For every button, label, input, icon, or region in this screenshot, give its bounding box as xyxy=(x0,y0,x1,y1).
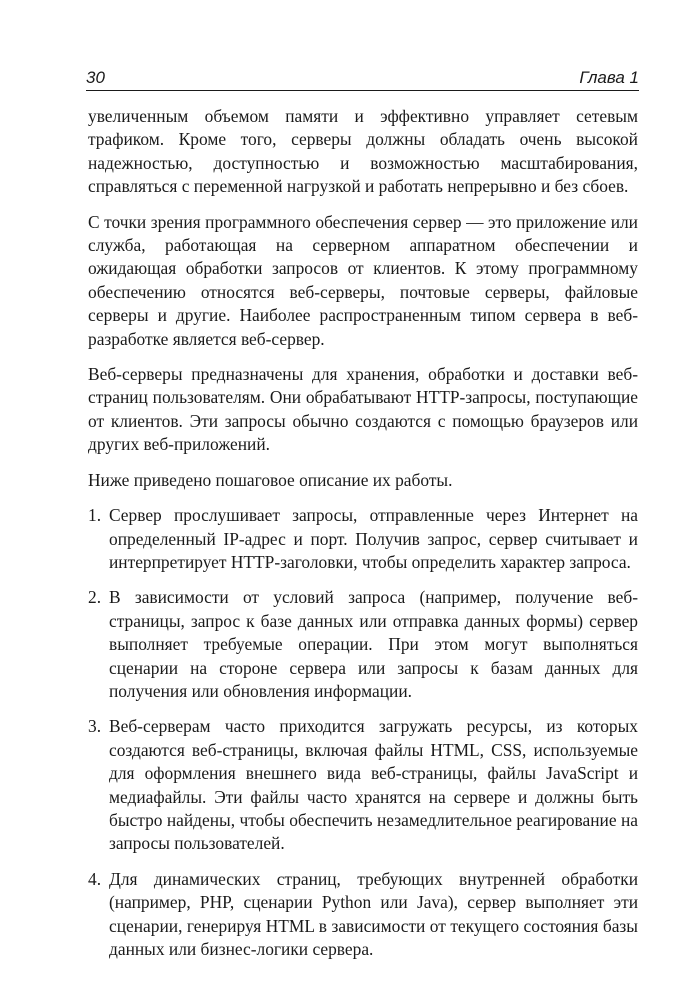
steps-list xyxy=(88,504,638,961)
chapter-running-head: Глава 1 xyxy=(579,68,639,87)
list-item xyxy=(88,868,638,962)
list-item-number: 4. xyxy=(88,868,102,889)
header-rule xyxy=(86,90,639,91)
paragraph: Веб-серверы предназначены для хранения, обработки и доставки веб-страниц пользователям. Они обрабатывают HTTP-запросы, поступающие от клиентов. Эти запросы обычно создаются с помощью браузеров или других веб-приложений. xyxy=(88,364,638,455)
list-item-text: В зависимости от условий запроса (например, получение веб-страницы, запрос к базе данных или отправка данных формы) сервер выполняет требуемые операции. При этом могут выполняться сценарии на стороне сервера или запросы к базам данных для получения или обновления информации. xyxy=(109,587,638,701)
list-item-text: Для динамических страниц, требующих внутренней обработки (например, PHP, сценарии Python или Java), сервер выполняет эти сценарии, генерируя HTML в зависимости от текущего состояния базы данных или бизнес-логики сервера. xyxy=(109,868,638,959)
page-body xyxy=(88,105,638,973)
list-item-number: 2. xyxy=(88,587,102,608)
page-header xyxy=(86,64,639,90)
paragraph: увеличенным объемом памяти и эффективно управляет сетевым трафиком. Кроме того, серверы должны обладать очень высокой надежностью, доступностью и возможностью масштабирования, справляться с переменной нагрузкой и работать непрерывно и без сбоев. xyxy=(88,106,638,197)
list-item-number: 1. xyxy=(88,505,102,526)
list-item xyxy=(88,504,638,574)
list-item xyxy=(88,586,638,703)
list-item-number: 3. xyxy=(88,716,102,737)
list-item-text: Веб-серверам часто приходится загружать ресурсы, из которых создаются веб-страницы, включая файлы HTML, CSS, используемые для оформления внешнего вида веб-страницы, файлы JavaScript и медиафайлы. Эти файлы часто хранятся на сервере и должны быть быстро найдены, чтобы обеспечить незамедлительное реагирование на запросы пользователей. xyxy=(109,716,638,854)
page-number: 30 xyxy=(86,68,105,87)
paragraph: Ниже приведено пошаговое описание их работы. xyxy=(88,469,453,490)
list-item-text: Сервер прослушивает запросы, отправленные через Интернет на определенный IP-адрес и порт. Получив запрос, сервер считывает и интерпретирует HTTP-заголовки, чтобы определить характер запроса. xyxy=(109,505,638,572)
paragraph: С точки зрения программного обеспечения сервер — это приложение или служба, работающая на серверном аппаратном обеспечении и ожидающая обработки запросов от клиентов. К этому программному обеспечению относятся веб-серверы, почтовые серверы, файловые серверы и другие. Наиболее распространенным типом сервера в веб-разработке является веб-сервер. xyxy=(88,211,638,349)
list-item xyxy=(88,715,638,855)
